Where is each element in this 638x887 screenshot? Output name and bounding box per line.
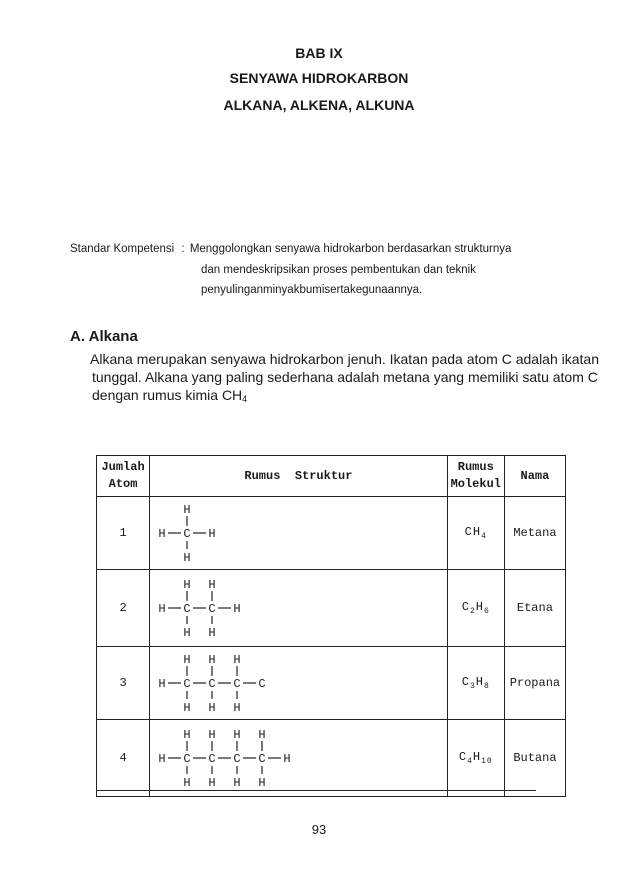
atom-h: H	[233, 728, 241, 742]
atom-c: C	[183, 527, 191, 541]
alkane-table	[96, 455, 566, 797]
header-molekul: Molekul	[450, 477, 501, 491]
compound-name: Butana	[504, 720, 565, 797]
atom-c: C	[208, 752, 216, 766]
standard-line-3: penyulinganminyakbumisertakegunaannya.	[201, 284, 423, 296]
structural-formula-cell	[150, 720, 448, 797]
atom-h: H	[258, 776, 266, 790]
header-rumus: Rumus	[457, 460, 494, 474]
formula-subscript: 2	[469, 607, 476, 616]
row-count: 2	[97, 570, 150, 647]
atom-h: H	[208, 626, 216, 640]
paragraph-line-3	[70, 386, 630, 408]
formula-element: H	[475, 675, 484, 689]
atom-h: H	[158, 527, 166, 541]
structural-formula-propane	[150, 647, 446, 719]
formula-subscript: 8	[483, 682, 490, 691]
atom-h: H	[183, 701, 191, 715]
formula-element: C	[461, 675, 470, 689]
formula-subscript: 4	[467, 757, 473, 766]
compound-name: Propana	[504, 647, 565, 720]
section-heading: A. Alkana	[70, 328, 138, 345]
compound-name: Metana	[504, 497, 565, 570]
paragraph-line-2: tunggal. Alkana yang paling sederhana adalah metana yang memiliki satu atom C	[92, 369, 598, 385]
molecular-formula	[447, 720, 504, 797]
header-rumus-struktur: Rumus Struktur	[150, 456, 448, 497]
formula-subscript: 10	[481, 757, 493, 766]
structural-formula-ethane	[150, 570, 446, 646]
structural-formula-cell	[150, 570, 448, 647]
compound-name: Etana	[504, 570, 565, 647]
atom-c: C	[183, 677, 191, 691]
atom-c: C	[233, 677, 241, 691]
paragraph-line-3-text: dengan rumus kimia CH	[92, 387, 243, 403]
paragraph-subscript: 4	[242, 394, 248, 404]
formula-element: H	[475, 600, 484, 614]
chapter-number: BAB IX	[295, 45, 343, 61]
atom-c: C	[208, 602, 216, 616]
table-row	[97, 647, 566, 720]
table-row	[97, 720, 566, 797]
page-number: 93	[311, 822, 327, 837]
atom-c: C	[208, 677, 216, 691]
atom-h: H	[208, 728, 216, 742]
formula-element: C	[461, 600, 470, 614]
formula-subscript: 4	[481, 532, 487, 541]
atom-h: H	[258, 728, 266, 742]
atom-c: C	[233, 752, 241, 766]
atom-h: H	[208, 578, 216, 592]
header-jumlah: Jumlah	[101, 460, 145, 474]
chapter-subtitle: ALKANA, ALKENA, ALKUNA	[223, 97, 415, 113]
atom-h: H	[183, 728, 191, 742]
atom-h: H	[183, 578, 191, 592]
atom-h: H	[183, 626, 191, 640]
atom-c: C	[258, 752, 266, 766]
table-underline	[96, 790, 536, 791]
row-count: 1	[97, 497, 150, 570]
terminal-atom: H	[208, 527, 216, 541]
formula-subscript: 3	[469, 682, 476, 691]
atom-h: H	[208, 776, 216, 790]
standard-label-text: Standar Kompetensi	[70, 243, 175, 255]
structural-formula-methane	[150, 497, 446, 569]
terminal-atom: C	[258, 677, 266, 691]
atom-h: H	[183, 653, 191, 667]
header-nama: Nama	[504, 456, 565, 497]
atom-h: H	[158, 677, 166, 691]
standard-line-2: dan mendeskripsikan proses pembentukan dan teknik	[201, 264, 476, 276]
terminal-atom: H	[233, 602, 241, 616]
formula-element: H	[472, 750, 482, 764]
chapter-title: SENYAWA HIDROKARBON	[229, 70, 409, 86]
atom-c: C	[183, 602, 191, 616]
row-count: 3	[97, 647, 150, 720]
structural-formula-butane	[150, 720, 446, 796]
paragraph-line-1: Alkana merupakan senyawa hidrokarbon jenuh. Ikatan pada atom C adalah ikatan	[90, 351, 599, 367]
atom-h: H	[158, 602, 166, 616]
table-row	[97, 570, 566, 647]
table-row	[97, 497, 566, 570]
standard-label	[70, 243, 511, 255]
atom-h: H	[233, 776, 241, 790]
atom-h: H	[183, 776, 191, 790]
structural-formula-cell	[150, 647, 448, 720]
molecular-formula	[447, 570, 504, 647]
atom-h: H	[158, 752, 166, 766]
atom-h: H	[208, 701, 216, 715]
molecular-formula	[447, 497, 504, 570]
standard-colon: :	[181, 243, 185, 255]
row-count: 4	[97, 720, 150, 797]
structural-formula-cell	[150, 497, 448, 570]
atom-h: H	[233, 653, 241, 667]
header-jumlah-atom	[97, 456, 150, 497]
standard-line-1: Menggolongkan senyawa hidrokarbon berdasarkan strukturnya	[189, 243, 512, 255]
formula-subscript: 6	[483, 607, 490, 616]
atom-h: H	[208, 653, 216, 667]
table-header-row	[97, 456, 566, 497]
molecular-formula	[447, 647, 504, 720]
atom-c: C	[183, 752, 191, 766]
formula-element: CH	[464, 525, 482, 539]
formula-element: C	[458, 750, 468, 764]
section-paragraph	[70, 350, 630, 408]
header-rumus-molekul	[447, 456, 504, 497]
atom-h: H	[233, 701, 241, 715]
atom-h: H	[183, 503, 191, 517]
terminal-atom: H	[283, 752, 291, 766]
header-atom: Atom	[108, 477, 138, 491]
atom-h: H	[183, 551, 191, 565]
